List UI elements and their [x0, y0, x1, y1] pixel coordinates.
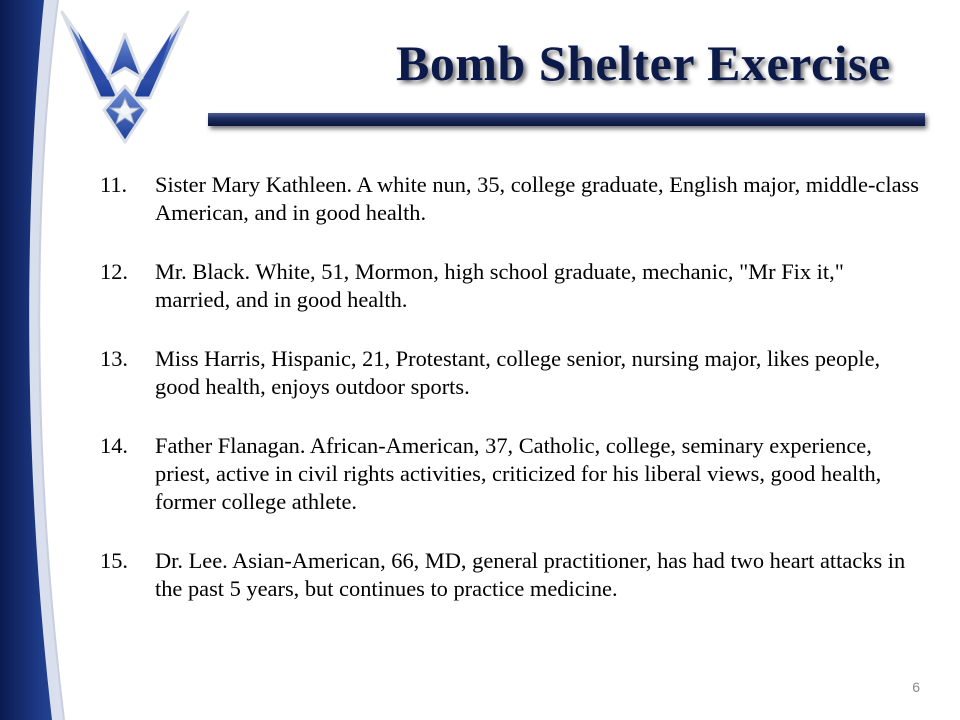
item-text: Miss Harris, Hispanic, 21, Protestant, college senior, nursing major, likes people, good health, enjoys outdoor sports. [155, 346, 881, 399]
item-number: 13. [100, 346, 128, 371]
page-title: Bomb Shelter Exercise [396, 35, 891, 91]
item-text: Dr. Lee. Asian-American, 66, MD, general practitioner, has had two heart attacks in the past 5 years, but continues to practice medicine. [155, 548, 906, 601]
item-text: Mr. Black. White, 51, Mormon, high school graduate, mechanic, "Mr Fix it," married, and in good health. [155, 259, 844, 312]
list-item [100, 432, 920, 516]
list-item [100, 171, 920, 227]
page-number: 6 [912, 679, 920, 695]
item-text: Father Flanagan. African-American, 37, Catholic, college, seminary experience, priest, active in civil rights activities, criticized for his liberal views, good health, former college athlete. [155, 433, 882, 514]
list-item [100, 547, 920, 603]
title-underline-bar [208, 113, 925, 126]
list-item [100, 345, 920, 401]
item-number: 15. [100, 548, 128, 573]
air-force-wings-icon [50, 6, 200, 146]
list-item [100, 258, 920, 314]
candidate-list [100, 171, 920, 634]
item-number: 12. [100, 259, 128, 284]
item-text: Sister Mary Kathleen. A white nun, 35, college graduate, English major, middle-class American, and in good health. [155, 172, 919, 225]
item-number: 14. [100, 433, 128, 458]
item-number: 11. [100, 172, 128, 197]
